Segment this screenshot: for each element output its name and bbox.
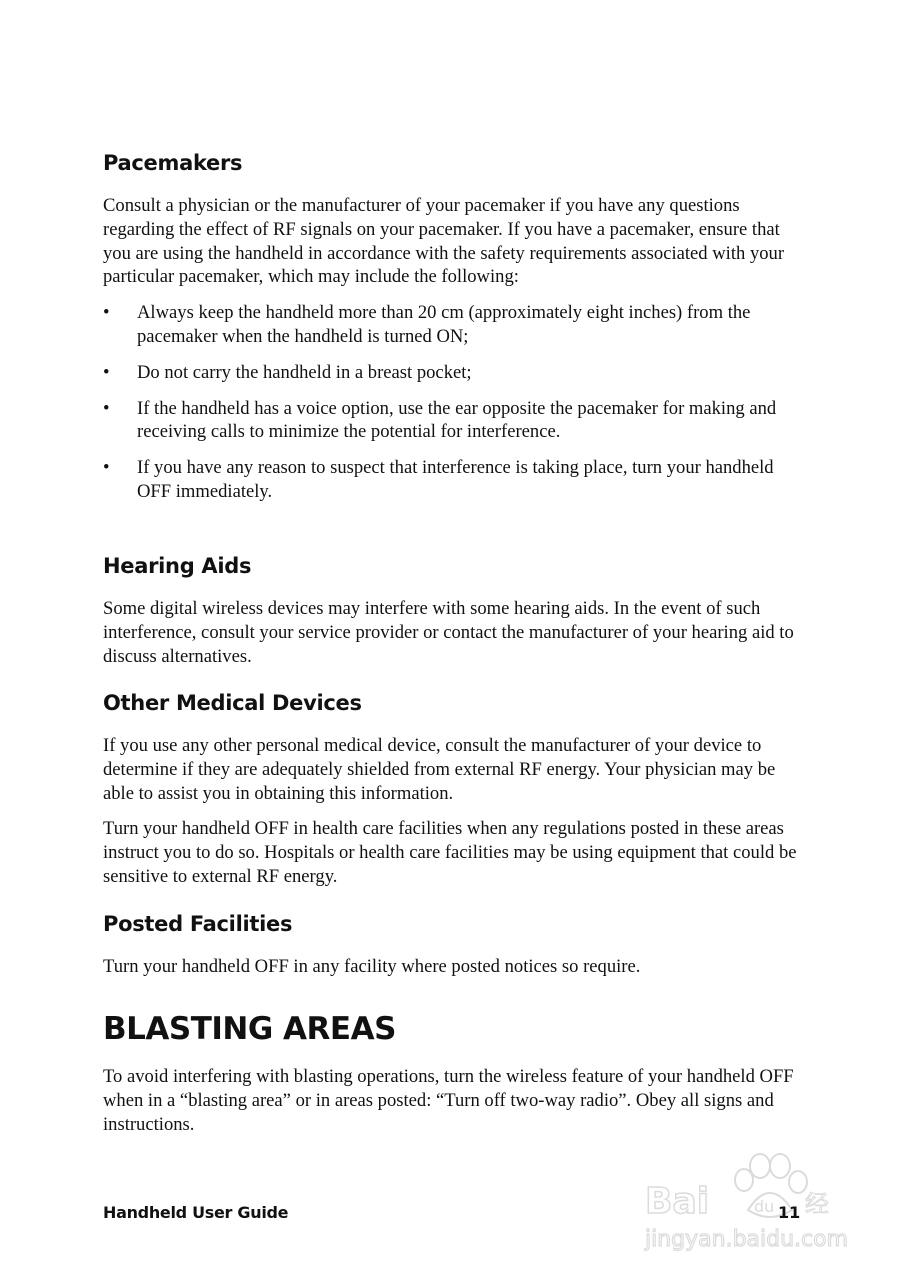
bullet-icon: • [103, 361, 110, 383]
other-medical-text-1: If you use any other personal medical device, consult the manufacturer of your device to determine if they are adequately shielded from external RF energy. Your physician may be able to assist you in obtaining this information. [103, 735, 776, 804]
pacemakers-intro: Consult a physician or the manufacturer of your pacemaker if you have any questions regarding the effect of RF signals on your pacemaker. If you have a pacemaker, ensure that you are using the handheld in accordance with the safety requirements associated with your particular pacemaker, which may include the following: [103, 195, 785, 288]
footer-title: Handheld User Guide [103, 1203, 289, 1222]
list-item: • If the handheld has a voice option, use the ear opposite the pacemaker for making and receiving calls to minimize the potential for interference. [103, 397, 777, 443]
posted-facilities-heading: Posted Facilities [103, 912, 293, 936]
svg-text:经: 经 [805, 1190, 829, 1218]
page-number: 11 [778, 1203, 801, 1222]
pacemakers-heading: Pacemakers [103, 151, 243, 175]
baidu-watermark [640, 1148, 850, 1263]
bullet-icon: • [103, 302, 110, 324]
posted-facilities-text: Turn your handheld OFF in any facility where posted notices so require. [103, 956, 641, 977]
hearing-aids-heading: Hearing Aids [103, 554, 252, 578]
pacemakers-list [103, 301, 803, 504]
pacemakers-section [103, 150, 803, 516]
list-item: • Always keep the handheld more than 20 cm (approximately eight inches) from the pacemaker when the handheld is turned ON; [103, 302, 751, 347]
svg-text:Bai: Bai [645, 1181, 710, 1222]
hearing-aids-section [103, 553, 803, 668]
bullet-icon: • [103, 457, 110, 479]
blasting-section [103, 1011, 803, 1136]
list-item: • If you have any reason to suspect that interference is taking place, turn your handheld OFF immediately. [103, 457, 774, 502]
blasting-text: To avoid interfering with blasting operations, turn the wireless feature of your handheld OFF when in a “blasting area” or in areas posted: “Turn off two-way radio”. Obey all signs and instructions. [103, 1066, 794, 1135]
other-medical-section [103, 690, 803, 889]
svg-text:jingyan.baidu.com: jingyan.baidu.com [645, 1227, 849, 1252]
other-medical-text-2: Turn your handheld OFF in health care facilities when any regulations posted in these areas instruct you to do so. Hospitals or health care facilities may be using equipment that could be sensitive to external RF energy. [103, 818, 797, 887]
list-item: • Do not carry the handheld in a breast pocket; [103, 361, 472, 383]
blasting-heading: BLASTING AREAS [103, 1011, 396, 1047]
bullet-icon: • [103, 397, 110, 419]
svg-text:du: du [754, 1197, 775, 1216]
other-medical-heading: Other Medical Devices [103, 691, 362, 715]
posted-facilities-section [103, 911, 803, 979]
hearing-aids-text: Some digital wireless devices may interfere with some hearing aids. In the event of such interference, consult your service provider or contact the manufacturer of your hearing aid to discuss alternatives. [103, 598, 794, 667]
